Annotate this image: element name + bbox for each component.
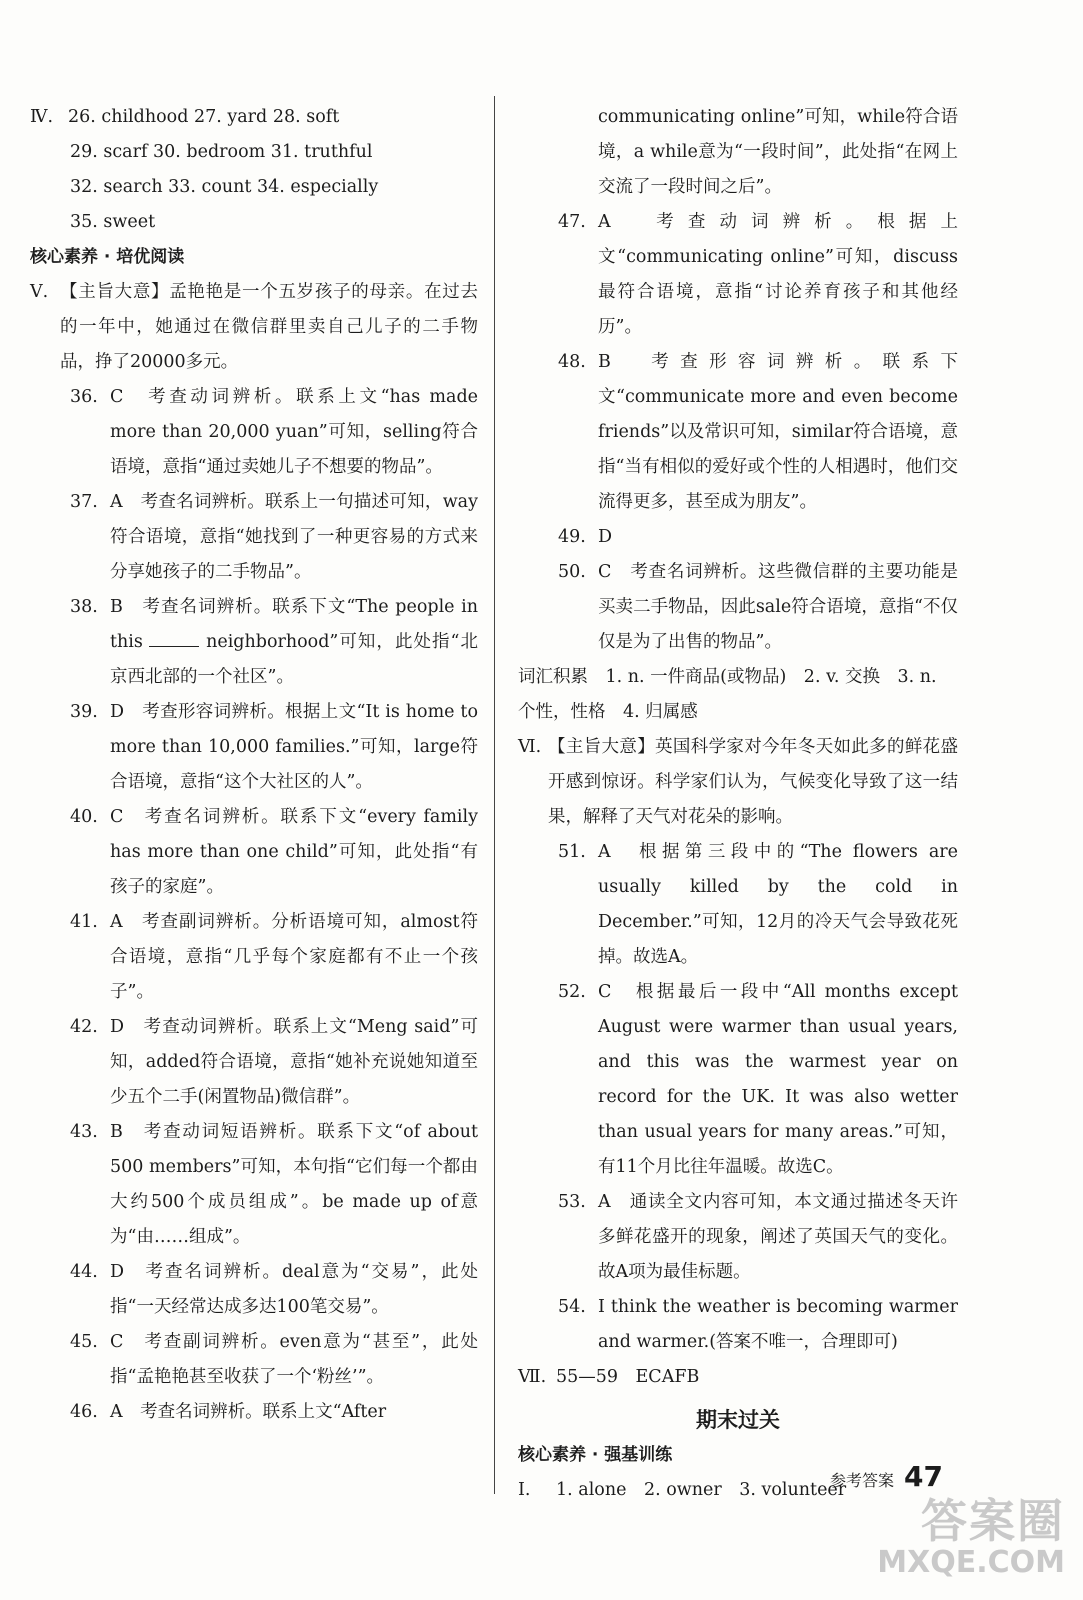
answer-item: [30, 1115, 478, 1255]
answer-number: 42.: [70, 1017, 98, 1037]
answer-number: 46.: [70, 1402, 98, 1422]
section-4: [30, 100, 478, 135]
answer-text: B 考查动词短语辨析。联系下文“of about 500 members”可知，本句指“它们每一个都由大约500个成员组成”。be made up of意为“由……组成”。: [110, 1122, 478, 1247]
roman-numeral: Ⅶ.: [518, 1367, 547, 1387]
vocab-line: 29. scarf 30. bedroom 31. truthful: [70, 142, 373, 162]
answer-text: C 考查名词辨析。联系下文“every family has more than one child”可知，此处指“有孩子的家庭”。: [110, 807, 478, 897]
vocab-line: 35. sweet: [70, 212, 156, 232]
answer-number: 47.: [558, 212, 586, 232]
answer-text: A 考查副词辨析。分析语境可知，almost符合语境，意指“几乎每个家庭都有不止一个孩子”。: [110, 912, 478, 1002]
answer-item: [518, 1290, 958, 1360]
section-heading: 核心素养 · 强基训练: [518, 1445, 673, 1465]
answer-item: [30, 380, 478, 485]
answer-continuation: communicating online”可知，while符合语境，a while意为“一段时间”，此处指“在网上交流了一段时间之后”。: [598, 107, 958, 197]
roman-numeral: Ⅳ.: [30, 107, 54, 127]
answer-text: D 考查动词辨析。联系上文“Meng said”可知，added符合语境，意指“她补充说她知道至少五个二手(闲置物品)微信群”。: [110, 1017, 478, 1107]
answer-number: 53.: [558, 1192, 586, 1212]
answer-item: [518, 975, 958, 1185]
answer-text: A 考查名词辨析。联系上文“After: [110, 1402, 387, 1422]
answer-text-part: neighborhood”可知，此处指“北京西北部的一个社区”。: [110, 632, 478, 687]
answer-text: C 根据最后一段中“All months except August were warmer than usual years, and this was the warmest year on record for the UK. It was also wetter than usual years for many areas.”可知，有11个月比往年温暖。故选C。: [598, 982, 958, 1177]
answer-number: 37.: [70, 492, 98, 512]
section-6: [518, 730, 958, 835]
column-divider: [494, 96, 495, 1494]
vocab-line: 1. alone 2. owner 3. volunteer: [556, 1480, 847, 1500]
answer-number: 38.: [70, 597, 98, 617]
answer-text: C 考查副词辨析。even意为“甚至”，此处指“孟艳艳甚至收获了一个‘粉丝’”。: [110, 1332, 478, 1387]
answer-number: 51.: [558, 842, 586, 862]
section-heading: 核心素养 · 培优阅读: [30, 247, 185, 267]
answer-text: [110, 590, 478, 695]
answer-text: A 考查动词辨析。根据上文“communicating online”可知，discuss最符合语境，意指“讨论养育孩子和其他经历”。: [598, 212, 958, 337]
answer-item: [30, 1255, 478, 1325]
answer-sequence: 55—59 ECAFB: [556, 1367, 700, 1387]
roman-numeral: Ⅰ.: [518, 1480, 531, 1500]
roman-numeral: Ⅵ.: [518, 737, 542, 757]
answer-item: [518, 520, 958, 555]
answer-item: [30, 485, 478, 590]
answer-number: 41.: [70, 912, 98, 932]
answer-item: [30, 905, 478, 1010]
section-5: [30, 275, 478, 380]
answer-item: [30, 1395, 478, 1430]
answer-number: 45.: [70, 1332, 98, 1352]
answer-number: 48.: [558, 352, 586, 372]
watermark-logo: [877, 1485, 1065, 1580]
main-idea-text: 【主旨大意】英国科学家对今年冬天如此多的鲜花盛开感到惊讶。科学家们认为，气候变化导致了这一结果，解释了天气对花朵的影响。: [548, 737, 958, 827]
answer-number: 43.: [70, 1122, 98, 1142]
vocab-accumulation: 词汇积累 1. n. 一件商品(或物品) 2. v. 交换 3. n. 个性，性格 4. 归属感: [518, 667, 937, 722]
answer-number: 54.: [558, 1297, 586, 1317]
right-column: [518, 100, 958, 1508]
answer-text: D 考查形容词辨析。根据上文“It is home to more than 10,000 families.”可知，large符合语境，意指“这个大社区的人”。: [110, 702, 478, 792]
answer-number: 40.: [70, 807, 98, 827]
vocab-line: 26. childhood 27. yard 28. soft: [68, 107, 340, 127]
answer-item: [30, 695, 478, 800]
answer-text: C 考查名词辨析。这些微信群的主要功能是买卖二手物品，因此sale符合语境，意指“不仅仅是为了出售的物品”。: [598, 562, 958, 652]
fill-blank: [149, 628, 199, 647]
vocab-line: 32. search 33. count 34. especially: [70, 177, 379, 197]
answer-item: [518, 205, 958, 345]
section-title: 期末过关: [696, 1408, 780, 1432]
footer-label: 参考答案: [830, 1471, 895, 1490]
answer-item: [30, 1325, 478, 1395]
answer-text: I think the weather is becoming warmer and warmer.(答案不唯一，合理即可): [598, 1297, 958, 1352]
answer-item: [518, 1185, 958, 1290]
answer-text: D 考查名词辨析。deal意为“交易”，此处指“一天经常达成多达100笔交易”。: [110, 1262, 478, 1317]
answer-number: 36.: [70, 387, 98, 407]
answer-text: D: [598, 527, 613, 547]
section-7: [518, 1360, 958, 1395]
answer-text: C 考查动词辨析。联系上文“has made more than 20,000 yuan”可知，selling符合语境，意指“通过卖她儿子不想要的物品”。: [110, 387, 478, 477]
answer-text: A 根据第三段中的“The flowers are usually killed by the cold in December.”可知，12月的冷天气会导致花死掉。故选A。: [598, 842, 958, 967]
main-idea-text: 【主旨大意】孟艳艳是一个五岁孩子的母亲。在过去的一年中，她通过在微信群里卖自己儿子的二手物品，挣了20000多元。: [60, 282, 478, 372]
answer-item: [518, 555, 958, 660]
answer-text: A 通读全文内容可知，本文通过描述冬天许多鲜花盛开的现象，阐述了英国天气的变化。故A项为最佳标题。: [598, 1192, 958, 1282]
answer-text: B 考查形容词辨析。联系下文“communicate more and even become friends”以及常识可知，similar符合语境，意指“当有相似的爱好或个性的人相遇时，他们交流得更多，甚至成为朋友”。: [598, 352, 958, 512]
answer-number: 50.: [558, 562, 586, 582]
answer-item: [30, 800, 478, 905]
watermark-text: 答案圈: [921, 1494, 1065, 1548]
answer-item: [518, 345, 958, 520]
watermark-url: MXQE.COM: [877, 1545, 1065, 1580]
answer-item: [30, 590, 478, 695]
answer-number: 44.: [70, 1262, 98, 1282]
answer-item: [30, 1010, 478, 1115]
answer-text: A 考查名词辨析。联系上一句描述可知，way符合语境，意指“她找到了一种更容易的方式来分享她孩子的二手物品”。: [110, 492, 478, 582]
answer-number: 49.: [558, 527, 586, 547]
page-number: 47: [904, 1460, 943, 1493]
answer-number: 39.: [70, 702, 98, 722]
answer-text-part: B 考查名词辨析。联系下文“The people in this: [110, 597, 478, 652]
left-column: [30, 100, 478, 1430]
answer-item: [518, 835, 958, 975]
roman-numeral: Ⅴ.: [30, 282, 49, 302]
answer-number: 52.: [558, 982, 586, 1002]
